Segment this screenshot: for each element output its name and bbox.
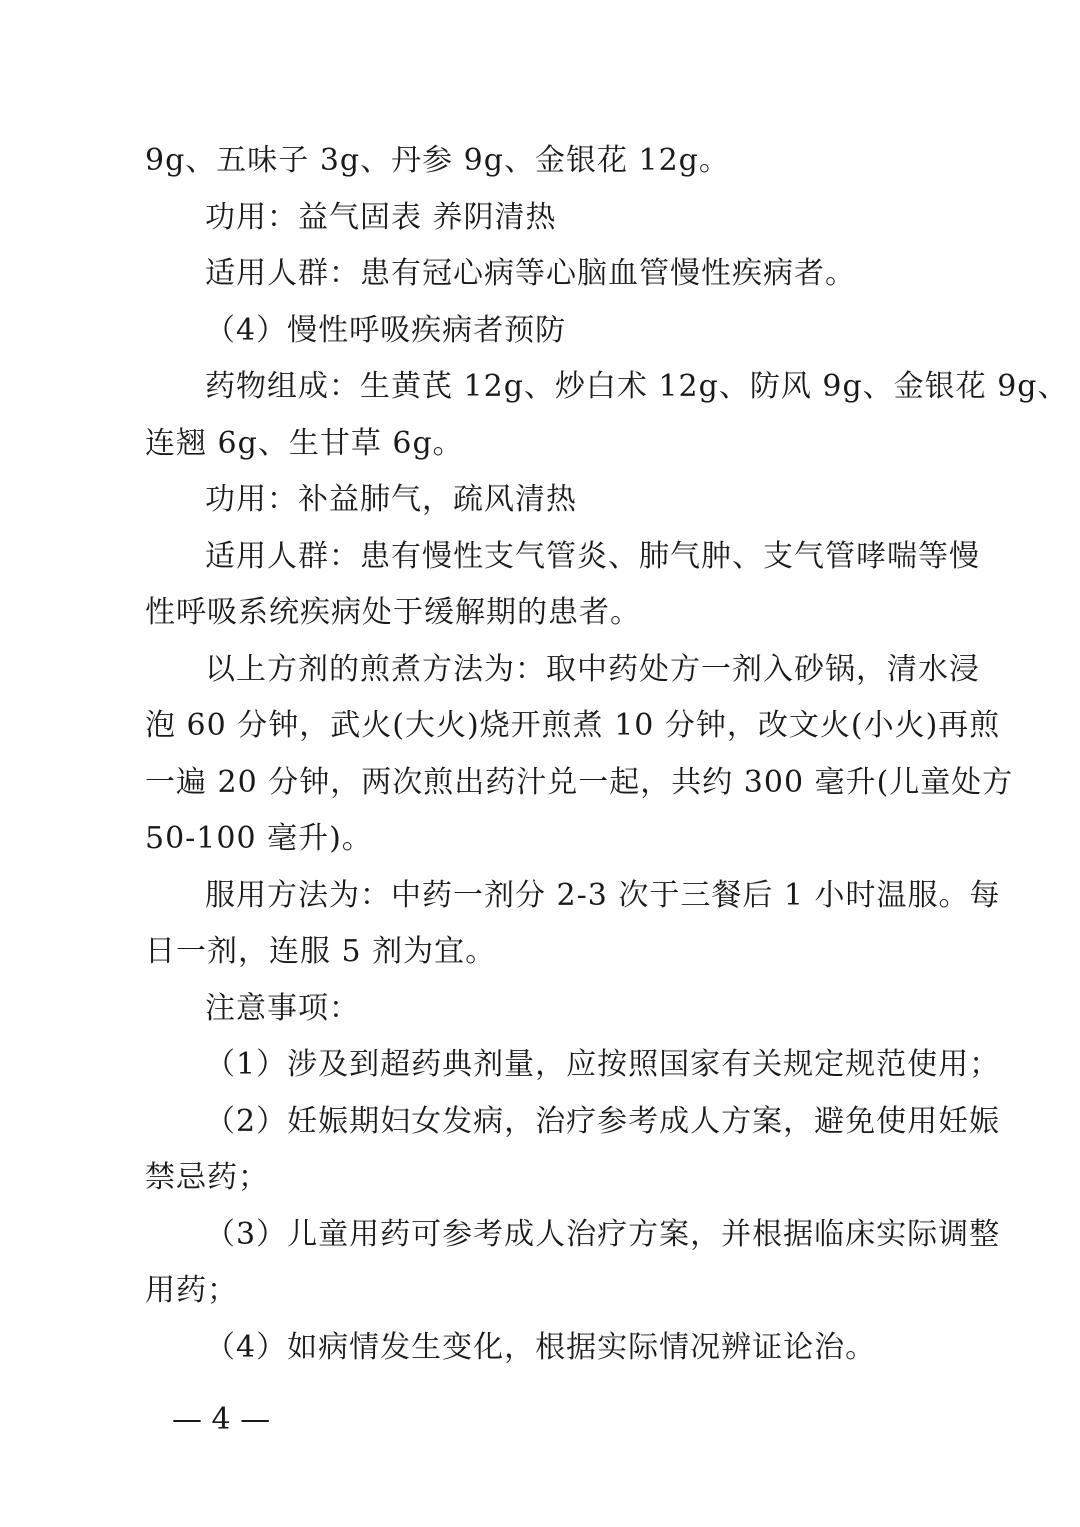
section-heading: 注意事项：	[205, 990, 360, 1026]
text-line: 泡 60 分钟，武火(大火)烧开煎煮 10 分钟，改文火(小火)再煎	[145, 708, 1001, 743]
text-line: 功用：益气固表 养阴清热	[205, 199, 557, 235]
text-line: （3）儿童用药可参考成人治疗方案，并根据临床实际调整	[205, 1216, 1001, 1252]
text-line: 适用人群：患有冠心病等心脑血管慢性疾病者。	[205, 256, 856, 291]
text-line: 以上方剂的煎煮方法为：取中药处方一剂入砂锅，清水浸	[205, 651, 980, 687]
text-line: 禁忌药；	[145, 1160, 269, 1195]
text-line: 功用：补益肺气，疏风清热	[205, 482, 577, 517]
text-line: 9g、五味子 3g、丹参 9g、金银花 12g。	[145, 143, 730, 178]
section-heading: （4）慢性呼吸疾病者预防	[205, 312, 567, 348]
text-line: （4）如病情发生变化，根据实际情况辨证论治。	[205, 1329, 877, 1365]
text-line: 用药；	[145, 1273, 238, 1308]
text-line: 服用方法为：中药一剂分 2-3 次于三餐后 1 小时温服。每	[205, 877, 1001, 913]
page-number: — 4 —	[172, 1402, 271, 1437]
document-body	[145, 133, 1069, 1376]
text-line: 50-100 毫升)。	[145, 821, 373, 856]
text-line: （2）妊娠期妇女发病，治疗参考成人方案，避免使用妊娠	[205, 1103, 1001, 1139]
text-line: 性呼吸系统疾病处于缓解期的患者。	[145, 595, 641, 630]
text-line: （1）涉及到超药典剂量，应按照国家有关规定规范使用；	[205, 1047, 1001, 1082]
text-line: 适用人群：患有慢性支气管炎、肺气肿、支气管哮喘等慢	[205, 538, 980, 574]
text-line: 药物组成：生黄芪 12g、炒白术 12g、防风 9g、金银花 9g、	[205, 369, 1069, 404]
text-line: 连翘 6g、生甘草 6g。	[145, 425, 464, 461]
text-line: 一遍 20 分钟，两次煎出药汁兑一起，共约 300 毫升(儿童处方	[145, 764, 1014, 800]
text-line: 日一剂，连服 5 剂为宜。	[145, 934, 497, 969]
